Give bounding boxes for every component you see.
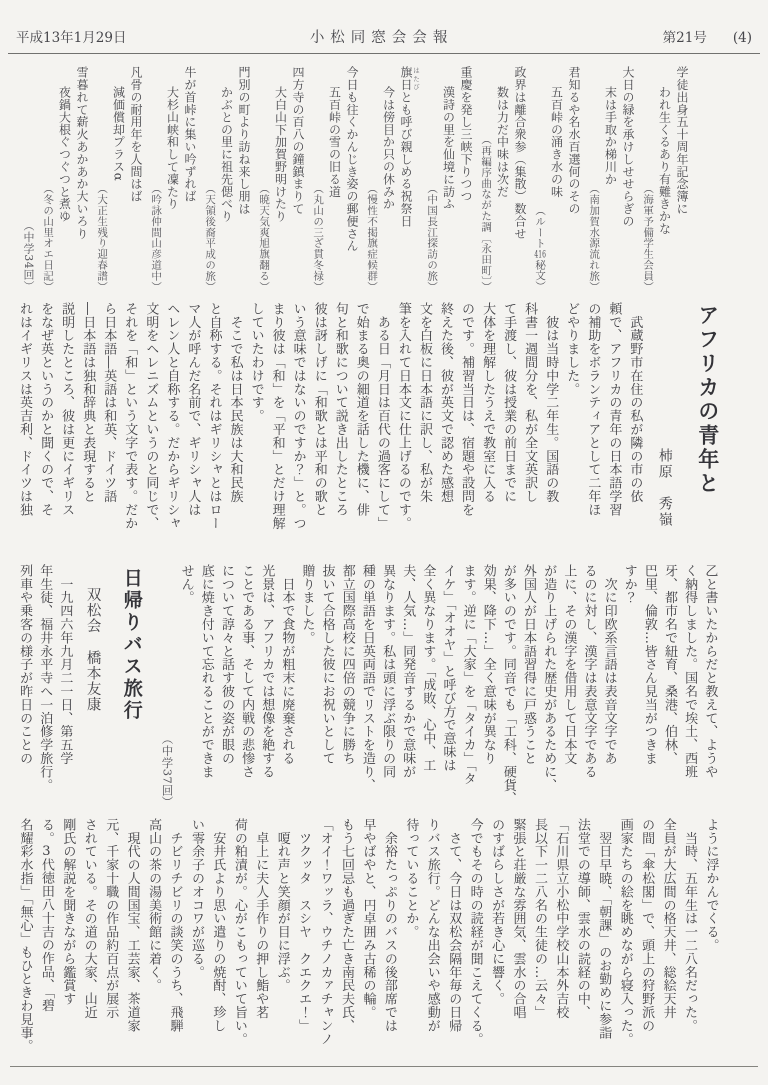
text-column: 上に、その漢字を借用して日本文 [561, 564, 577, 765]
poem-attribution [532, 66, 547, 292]
text-column: の補助をボランティアとして二年ほ [585, 302, 601, 517]
text-column: 大体を理解したうえで教室に入る [480, 302, 496, 503]
text-column: 剛氏の解説を聞きながら鑑賞す [60, 818, 76, 1006]
middle-lower-band [0, 564, 733, 808]
poem-attribution [310, 66, 325, 292]
text-column: 長以下一二八名の生徒の…云々」 [531, 818, 547, 1019]
text-column: 筆を入れて日本文に仕上げるのです。 [395, 302, 411, 530]
text-column: 外国人が日本語習得に戸惑うこと [521, 564, 537, 765]
text-column: 現代の人間国宝、工芸家、茶道家 [124, 818, 140, 1033]
header-rule [8, 53, 760, 54]
article-bus-byline [80, 564, 103, 808]
poem-attribution-text: （吟詠仲間山彦道中） [150, 183, 163, 292]
poem-attribution [478, 66, 493, 292]
text-column: 嗄れ声と笑顔が目に浮ぶ。 [274, 818, 290, 993]
poem-line-1: 雪暮れて薪火あかあか大いろり [74, 66, 89, 240]
text-column: 年生徒、福井永平寺へ一泊修学旅行。 [37, 564, 53, 792]
text-column: 文明をヘレニズムというのと同じで、 [143, 302, 159, 530]
text-column: 句と和歌について説き出したところ [332, 302, 348, 517]
poem [40, 66, 90, 292]
poem-line-1: 牛が首峠に集い吟ずれば [182, 66, 197, 203]
poem-attribution [148, 66, 163, 292]
text-column: りバス旅行。どんな出会いや感動が [424, 818, 440, 1033]
text-column: 余裕たっぷりのバスの後部席では [381, 818, 397, 1033]
poem-line-2: 末は手取か梯川か [603, 86, 618, 186]
poem-attribution [424, 66, 439, 292]
text-column: のすばらしさが若き心に響く。 [489, 818, 505, 1006]
poem-line-1: 大日の緑を承けしせせらぎの [620, 66, 635, 228]
text-column: 早やばやと、円卓囲み古稀の輪。 [360, 818, 376, 1019]
ruby-text: 旗日 はたび [398, 66, 420, 91]
text-column: の間「傘松閣」で、頭上の狩野派の [639, 818, 655, 1033]
poem-line-2: 今は傍目か只の休みか [381, 86, 396, 211]
issue-number: 第21号 [662, 30, 707, 46]
poem-attribution-text: （大正生残り迎春譜） [96, 183, 109, 292]
text-column: が造り上げられた歴史があるために、 [541, 564, 557, 792]
horizontal-digits: 3 [42, 844, 51, 858]
article-bus-bottom-band [0, 818, 735, 1058]
poem-line-1: 君知るや名水百選何のその [566, 66, 581, 215]
text-column: 文を白板に日本語に訳し、私が朱 [416, 302, 432, 503]
poem-line-2: かぶとの里に祖先偲べり [219, 86, 234, 223]
text-column: 頼で、アフリカの青年の日本語学習 [606, 302, 622, 517]
article-africa-lower-columns [176, 564, 720, 808]
article-bus-bottom-columns [14, 818, 721, 1058]
text-column: さて、今日は双松会隔年毎の日帰 [446, 818, 462, 1033]
text-column: 贈りました。 [299, 564, 315, 645]
poem-attribution-text: （慢性不掲旗症候群） [366, 183, 379, 292]
text-column: 武蔵野市在住の私が隣の市の依 [627, 302, 643, 503]
poem-line-2: 五百峠の雪の旧る道 [327, 86, 342, 198]
poem-attribution [94, 66, 109, 292]
text-column: 彼は当時中学二年生。国語の教 [543, 302, 559, 503]
article-bus-title: 日帰りバス旅行 [120, 568, 143, 722]
text-column: る。3代徳田八十吉の作品、「碧 [38, 818, 54, 1013]
text-column: ―日本語は独和辞典と表現すると [80, 302, 96, 503]
text-column: ように浮かんでくる。 [703, 818, 719, 952]
poem-line-2: 大白山下加賀野明けたり [273, 86, 288, 223]
poem-attribution [640, 66, 655, 292]
text-column: まり彼は「和」を「平和」とだけ理解 [269, 302, 285, 530]
article-africa-author-name: 柿原 秀嶺 [656, 448, 673, 528]
text-column: 全員が大広間の格天井、総絵天井 [660, 818, 676, 1019]
text-column: 異なります。私は頭に浮ぶ限りの同 [380, 564, 396, 779]
article-africa-upper-columns [14, 302, 645, 550]
text-column: 待っていることか。 [403, 818, 419, 939]
poem [310, 66, 360, 292]
article-africa-upper-band [0, 302, 748, 550]
newsletter-title: 小松同窓会会報 [309, 30, 454, 46]
poem-attribution [256, 66, 271, 292]
poem [94, 66, 144, 292]
poem [364, 66, 420, 292]
poem-attribution-text: （ルート416秘文） [534, 205, 547, 292]
poem-attribution-text: （暁天気爽旭旗翻る） [258, 183, 271, 292]
text-column: 底に焼き付いて忘れることができま [198, 564, 214, 779]
text-column: 乙と書いたからだと教えて、ようや [702, 564, 718, 779]
text-column: せん。 [178, 564, 194, 605]
text-column: 荷の粕漬が。心がこもっていて旨い。 [231, 818, 247, 1046]
poem-line-1: 門別の町より訪ね来し朋は [236, 66, 251, 215]
text-column: 卓上に夫人手作りの押し鮨や茗 [253, 818, 269, 1019]
text-column: マ人が呼んだ名前で、ギリシャ人は [185, 302, 201, 517]
text-column: れはイギリスは英吉利、ドイツは独 [17, 302, 33, 517]
text-column: ツクッタ スシヤ クエクエ！」 [296, 818, 312, 1033]
text-column: をなぜ英というのかと聞くので、そ [38, 302, 54, 517]
poem-line-2: 減価償却プラスα [111, 86, 126, 182]
poem [256, 66, 306, 292]
text-column: ます。逆に「大家」を「タイカ」「タ [460, 564, 476, 786]
poem-attribution-text: （南加賀水源流れ旅） [588, 183, 601, 292]
text-column: 抜いて合格した彼にお祝いとして [319, 564, 335, 765]
header [0, 26, 768, 53]
text-column: ヘレン人と自称する。だからギリシャ [164, 302, 180, 530]
article-bus-group: 双松会 [84, 587, 101, 634]
poem-attribution-text: （天領後裔平成の旅） [204, 183, 217, 292]
text-column: 彼は訝しげに「和歌とは平和の歌と [311, 302, 327, 517]
text-column: 法堂での導師、雲水の読経の中、 [574, 818, 590, 1019]
poem [640, 66, 690, 292]
text-column: 「オイ！ワッラ、ウチノカァチャンノ [317, 818, 333, 1046]
poems-columns [40, 66, 690, 292]
text-column: 終えた後、彼が英文で認めた感想 [437, 302, 453, 503]
poems-signature-text: （中学34回） [21, 220, 35, 292]
text-column: 科書一週間分を、私が全文英訳し [522, 302, 538, 503]
text-column: と自称する。それはギリシャとはロー [206, 302, 222, 530]
text-column: て手渡し、彼は授業の前日までに [501, 302, 517, 503]
poem-line-1: 政界は離合衆参（集散）数合せ [512, 66, 527, 240]
text-column: が多いのです。同音でも「工科、硬貨、 [500, 564, 516, 806]
text-column: 効果、降下…」全く意味が異なり [480, 564, 496, 765]
poem-attribution-text: （丸山の三ざ貫冬禄） [312, 183, 325, 292]
poem-attribution-text: （冬の山里オエ日記） [42, 183, 55, 292]
poem-line-1: 重慶を発し三峡下りつつ [458, 66, 473, 203]
text-column: 次に印欧系言語は表音文字であ [601, 564, 617, 765]
text-column: 列車や乗客の様子が昨日のことの [17, 564, 33, 765]
text-column: いう意味ではないのですか？」と。つ [290, 302, 306, 530]
poem-attribution [586, 66, 601, 292]
text-column: 高山の茶の湯美術館に着く。 [146, 818, 162, 993]
page-number: (4) [732, 30, 752, 46]
text-column: 巴里、倫敦…皆さん見当がつきま [641, 564, 657, 765]
text-column: そこで私は日本民族は大和民族 [227, 302, 243, 503]
article-africa-title: アフリカの青年と [695, 304, 721, 496]
poem-line-2: 大杉山峡和して凜たり [165, 86, 180, 211]
poem-attribution [364, 66, 379, 292]
horizontal-digits: 416 [534, 248, 546, 260]
text-column: で始まる奥の細道を話した機に、俳 [353, 302, 369, 517]
poem-attribution-text: （中国長江探訪の旅） [426, 183, 439, 292]
poem-line-1: 旗日 はたびとも呼び親しめる祝祭日 [398, 66, 420, 228]
text-column: 元、千家十職の作品約百点が展示 [103, 818, 119, 1019]
article-africa-signature-text: （中学37回） [160, 733, 175, 808]
text-column: 一九四六年九月二一日、第五学 [57, 564, 73, 765]
poems-section [0, 66, 704, 292]
header-date: 平成13年1月29日 [16, 30, 127, 46]
text-column: されている。その道の大家、山近 [81, 818, 97, 1019]
poem [424, 66, 474, 292]
text-column: ことである事、そして内戦の悲惨さ [239, 564, 255, 779]
text-column: ある日「月日は百代の過客にして」 [374, 302, 390, 530]
article-africa-author [653, 302, 675, 550]
text-column: 都立国際高校に四倍の競争に勝ち [339, 564, 355, 765]
article-bus-upper-columns [14, 564, 74, 808]
text-column: ら日本語―英語は和英、ドイツ語 [101, 302, 117, 503]
poem-line-2: 数は力だ中味は次だ [495, 86, 510, 198]
text-column: い零余子のオコワが巡る。 [188, 818, 204, 979]
text-column: 夫、人気…」同発音するかで意味が [400, 564, 416, 779]
text-column: 安井氏より思い遣りの焼酎、珍し [210, 818, 226, 1033]
poem [586, 66, 636, 292]
text-column: チビリチビリの談笑のうち、飛騨 [167, 818, 183, 1033]
article-bus-author: 橋本友康 [84, 649, 101, 712]
text-column: 画家たちの絵を眺めながら寝入った。 [617, 818, 633, 1046]
poem-line-1: 学徒出身五十周年記念簿に [674, 66, 689, 215]
text-column: イケ」「オオヤ」と呼び方で意味は [440, 564, 456, 772]
text-column: それを「和」という文字で表す。だか [122, 302, 138, 530]
text-column: 当時、五年生は一二八名だった。 [682, 818, 697, 1033]
text-column: 光景は、アフリカでは想像を絶する [259, 564, 275, 779]
poem-attribution [40, 66, 55, 292]
text-column: について諄々と話す彼の姿が眼の [218, 564, 234, 765]
text-column: 説明したところ、彼は更にイギリス [59, 302, 75, 517]
poem [478, 66, 528, 292]
poem-attribution [202, 66, 217, 292]
poem-line-2: 五百峠の涌き水の味 [549, 86, 564, 198]
poem-line-2: 夜鍋大根ぐつぐつと煮ゆ [57, 86, 72, 223]
poem [202, 66, 252, 292]
poem [148, 66, 198, 292]
article-africa-signature [158, 564, 176, 808]
text-column: 名耀彩水指」「無心」もひときわ見事。 [17, 818, 33, 1053]
poem-line-2: 漢詩の里を仙境に訪ふ [441, 86, 456, 211]
text-column: していたわけです。 [248, 302, 264, 423]
text-column: すか？ [621, 564, 637, 605]
poem-attribution-text: （海軍予備学生会員） [642, 183, 655, 292]
text-column: 牙、都市名で紐育、桑港、伯林、 [662, 564, 678, 765]
poem-line-1: 凡骨の耐用年を人間はば [128, 66, 143, 203]
poems-signature [20, 66, 36, 292]
text-column: 今でもその時の読経が聞こえてくる。 [467, 818, 483, 1046]
poem-line-2: われ生くるあり有難きかな [657, 86, 672, 236]
text-column: 種の単語を日英両語でリストを造り、 [359, 564, 375, 792]
text-column: 翌日早暁、「朝課」のお勤めに参詣 [596, 818, 612, 1040]
text-column: く納得しました。国名で埃土、西班 [682, 564, 698, 779]
poem-attribution-text: （再編序曲ながた調〔永田町〕） [480, 133, 493, 292]
poem-line-1: 今日も往くかんじき姿の郵便さん [344, 66, 359, 252]
text-column: 「石川県立小松中学校山本外吉校 [553, 818, 569, 1019]
text-column: るのに対し、漢字は表意文字である [581, 564, 597, 779]
footer-rule [10, 1066, 758, 1067]
text-column: 日本で食物が粗末に廃棄される [279, 564, 295, 765]
poem [532, 66, 582, 292]
poem-line-1: 四方寺の百八の鐘鎮まりて [290, 66, 305, 215]
text-column: もう七回忌も過ぎた亡き南民夫氏、 [339, 818, 354, 1033]
text-column: のです。補習当日は、宿題や設問を [459, 302, 475, 517]
header-issue-group [637, 26, 752, 46]
text-column: 緊張と荘厳な雰囲気、雲水の合唱 [510, 818, 526, 1019]
text-column: 全く異なります。「成敗、心中、工 [420, 564, 436, 772]
text-column: どやりました。 [564, 302, 580, 396]
